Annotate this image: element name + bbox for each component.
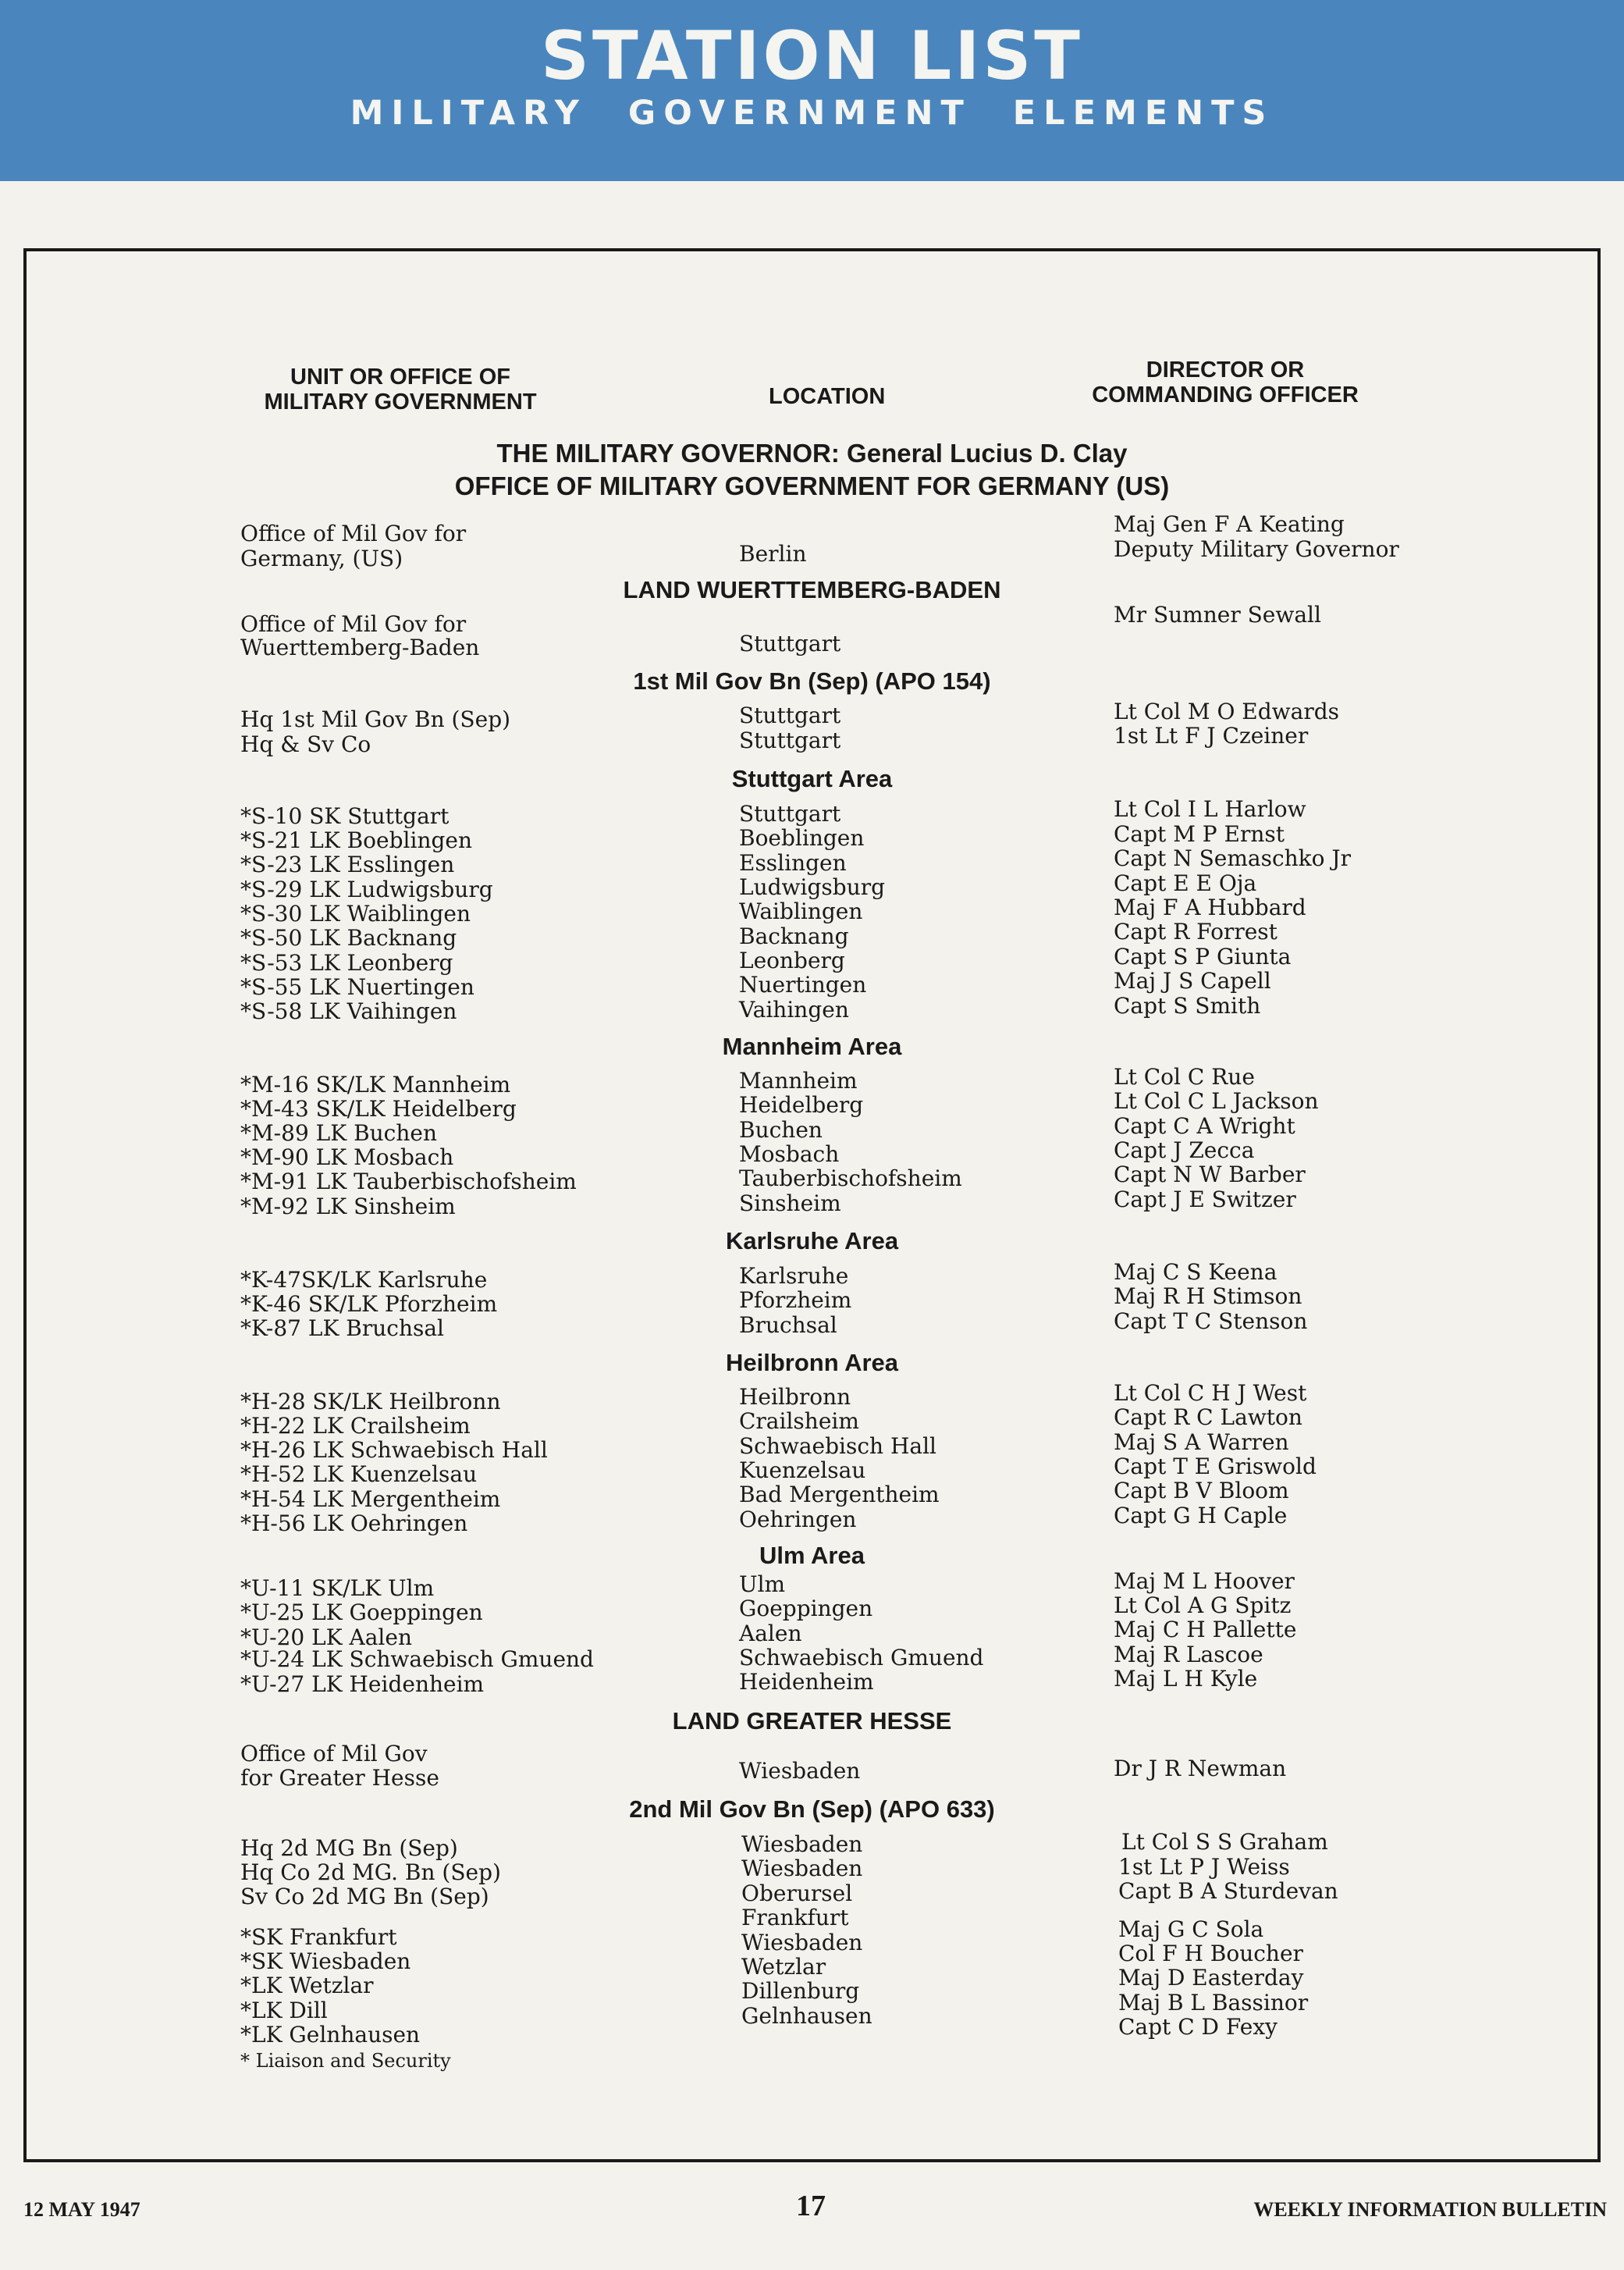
location-column-header-line-1: LOCATION — [769, 384, 886, 409]
unit-entry: *H-54 LK Mergentheim — [240, 1486, 501, 1512]
unit-entry: *K-47SK/LK Karlsruhe — [240, 1267, 488, 1293]
page-title: STATION LIST — [541, 17, 1083, 95]
location-entry: Oehringen — [739, 1507, 857, 1532]
officer-entry: Lt Col C Rue — [1114, 1064, 1255, 1090]
unit-entry: *M-43 SK/LK Heidelberg — [240, 1096, 517, 1122]
footnote-liaison-security: * Liaison and Security — [240, 2050, 451, 2072]
unit-entry: *U-24 LK Schwaebisch Gmuend — [240, 1646, 594, 1672]
heading-ulm-area: Ulm Area — [759, 1542, 865, 1569]
unit-entry: Office of Mil Gov for — [240, 521, 467, 546]
header-banner — [0, 0, 1624, 181]
location-entry: Ulm — [739, 1571, 786, 1597]
location-entry: Buchen — [739, 1117, 823, 1143]
page-number: 17 — [796, 2190, 826, 2222]
unit-entry: Hq & Sv Co — [240, 731, 371, 757]
heading-land-greater-hesse: LAND GREATER HESSE — [672, 1707, 952, 1735]
officer-entry: Capt T E Griswold — [1114, 1453, 1317, 1479]
officer-entry: Lt Col C H J West — [1114, 1380, 1307, 1406]
officer-entry: Capt R C Lawton — [1114, 1404, 1302, 1430]
unit-entry: *S-21 LK Boeblingen — [240, 827, 473, 853]
location-entry: Kuenzelsau — [739, 1457, 866, 1483]
location-entry: Karlsruhe — [739, 1263, 849, 1289]
unit-entry: *S-50 LK Backnang — [240, 925, 457, 951]
officer-entry: Deputy Military Governor — [1114, 536, 1399, 562]
location-entry: Dillenburg — [741, 1978, 860, 2004]
location-entry: Pforzheim — [739, 1287, 852, 1313]
officer-entry: Lt Col S S Graham — [1121, 1829, 1328, 1855]
location-entry: Heilbronn — [739, 1384, 851, 1410]
officer-entry: Capt B A Sturdevan — [1118, 1878, 1338, 1904]
location-entry: Stuttgart — [739, 631, 841, 656]
director-column-header-line-2: COMMANDING OFFICER — [1092, 382, 1359, 407]
officer-entry: Maj S A Warren — [1114, 1429, 1289, 1455]
location-entry: Schwaebisch Hall — [739, 1433, 937, 1459]
location-entry: Backnang — [739, 923, 849, 949]
unit-entry: *H-22 LK Crailsheim — [240, 1413, 471, 1439]
officer-entry: Capt G H Caple — [1114, 1503, 1288, 1528]
unit-entry: *S-23 LK Esslingen — [240, 852, 455, 877]
unit-entry: *H-56 LK Oehringen — [240, 1510, 468, 1536]
officer-entry: Dr J R Newman — [1114, 1756, 1287, 1781]
officer-entry: Capt B V Bloom — [1114, 1478, 1289, 1503]
officer-entry: Lt Col I L Harlow — [1114, 796, 1306, 822]
officer-entry: Maj B L Bassinor — [1118, 1990, 1309, 2016]
location-entry: Leonberg — [739, 948, 845, 973]
officer-entry: Maj D Easterday — [1118, 1965, 1304, 1991]
unit-entry: *M-91 LK Tauberbischofsheim — [240, 1169, 577, 1194]
unit-entry: *H-28 SK/LK Heilbronn — [240, 1389, 501, 1414]
heading-2nd-mil-gov-bn: 2nd Mil Gov Bn (Sep) (APO 633) — [629, 1795, 995, 1823]
director-column-header — [1061, 358, 1389, 407]
unit-entry: *LK Dill — [240, 1998, 328, 2023]
unit-entry: *H-52 LK Kuenzelsau — [240, 1461, 478, 1487]
unit-entry: Germany, (US) — [240, 546, 403, 571]
location-entry: Heidelberg — [739, 1092, 864, 1118]
unit-entry: Office of Mil Gov for — [240, 611, 467, 637]
officer-entry: Capt J E Switzer — [1114, 1187, 1296, 1212]
heading-1st-mil-gov-bn: 1st Mil Gov Bn (Sep) (APO 154) — [633, 667, 991, 695]
officer-entry: Maj M L Hoover — [1114, 1568, 1295, 1594]
heading-military-governor: THE MILITARY GOVERNOR: General Lucius D. Clay — [496, 439, 1128, 468]
officer-entry: 1st Lt P J Weiss — [1118, 1854, 1290, 1880]
unit-column-header — [240, 365, 560, 415]
location-entry: Crailsheim — [739, 1408, 859, 1434]
location-entry: Berlin — [739, 541, 807, 567]
officer-entry: Maj Gen F A Keating — [1114, 511, 1345, 537]
officer-entry: Maj C H Pallette — [1114, 1617, 1297, 1642]
unit-entry: *LK Wetzlar — [240, 1973, 374, 1998]
location-entry: Tauberbischofsheim — [739, 1165, 962, 1191]
officer-entry: Lt Col M O Edwards — [1114, 699, 1340, 724]
location-column-header — [769, 384, 885, 409]
unit-entry: *LK Gelnhausen — [240, 2022, 421, 2048]
unit-entry: Hq 2d MG Bn (Sep) — [240, 1835, 458, 1861]
officer-entry: Capt N Semaschko Jr — [1114, 845, 1352, 871]
unit-entry: *M-92 LK Sinsheim — [240, 1194, 456, 1219]
officer-entry: Maj C S Keena — [1114, 1259, 1278, 1285]
location-entry: Bruchsal — [739, 1312, 837, 1338]
unit-column-header-line-2: MILITARY GOVERNMENT — [264, 390, 537, 415]
officer-entry: Capt C A Wright — [1114, 1113, 1295, 1139]
location-entry: Nuertingen — [739, 972, 867, 998]
location-entry: Wiesbaden — [741, 1930, 863, 1955]
unit-entry: *S-30 LK Waiblingen — [240, 901, 471, 927]
heading-land-wuerttemberg-baden: LAND WUERTTEMBERG-BADEN — [623, 576, 1001, 603]
page-subtitle: MILITARY GOVERNMENT ELEMENTS — [350, 94, 1274, 133]
heading-stuttgart-area: Stuttgart Area — [731, 765, 893, 792]
location-entry: Stuttgart — [739, 703, 841, 728]
officer-entry: Capt J Zecca — [1114, 1137, 1255, 1163]
location-entry: Goeppingen — [739, 1596, 873, 1621]
heading-mannheim-area: Mannheim Area — [722, 1033, 902, 1060]
officer-entry: Maj R Lascoe — [1114, 1642, 1263, 1667]
officer-entry: Capt C D Fexy — [1118, 2014, 1278, 2040]
officer-entry: Maj J S Capell — [1114, 968, 1271, 994]
location-entry: Esslingen — [739, 850, 847, 876]
unit-entry: Hq Co 2d MG. Bn (Sep) — [240, 1859, 501, 1885]
unit-entry: *K-87 LK Bruchsal — [240, 1315, 445, 1341]
officer-entry: Capt N W Barber — [1114, 1162, 1306, 1187]
unit-entry: *M-90 LK Mosbach — [240, 1144, 454, 1170]
location-entry: Waiblingen — [739, 898, 863, 924]
location-entry: Heidenheim — [739, 1669, 874, 1695]
location-entry: Wetzlar — [741, 1954, 826, 1980]
unit-entry: *M-89 LK Buchen — [240, 1120, 437, 1146]
unit-entry: for Greater Hesse — [240, 1765, 439, 1791]
unit-entry: Hq 1st Mil Gov Bn (Sep) — [240, 706, 511, 732]
location-entry: Stuttgart — [739, 728, 841, 753]
director-column-header-line-1: DIRECTOR OR — [1146, 358, 1305, 382]
unit-entry: *M-16 SK/LK Mannheim — [240, 1072, 511, 1098]
officer-entry: Maj R H Stimson — [1114, 1283, 1302, 1309]
location-entry: Oberursel — [741, 1880, 853, 1906]
location-entry: Mosbach — [739, 1141, 840, 1167]
officer-entry: Maj L H Kyle — [1114, 1666, 1258, 1692]
location-entry: Frankfurt — [741, 1905, 849, 1930]
location-entry: Stuttgart — [739, 801, 841, 827]
officer-entry: Capt M P Ernst — [1114, 821, 1285, 847]
officer-entry: Mr Sumner Sewall — [1114, 602, 1321, 628]
location-entry: Ludwigsburg — [739, 874, 886, 900]
location-entry: Wiesbaden — [739, 1758, 861, 1784]
officer-entry: 1st Lt F J Czeiner — [1114, 723, 1309, 749]
unit-column-header-line-1: UNIT OR OFFICE OF — [290, 365, 510, 390]
location-entry: Vaihingen — [739, 997, 849, 1023]
heading-karlsruhe-area: Karlsruhe Area — [725, 1227, 899, 1254]
unit-entry: Office of Mil Gov — [240, 1741, 428, 1767]
location-entry: Boeblingen — [739, 825, 865, 851]
officer-entry: Maj G C Sola — [1118, 1916, 1264, 1942]
footer-publication: WEEKLY INFORMATION BULLETIN — [1253, 2198, 1607, 2221]
officer-entry: Capt S P Giunta — [1114, 944, 1292, 970]
unit-entry: *K-46 SK/LK Pforzheim — [240, 1291, 498, 1317]
unit-entry: *S-55 LK Nuertingen — [240, 974, 474, 1000]
heading-omgus: OFFICE OF MILITARY GOVERNMENT FOR GERMANY (US) — [454, 471, 1170, 500]
location-entry: Mannheim — [739, 1068, 858, 1094]
officer-entry: Capt E E Oja — [1114, 870, 1257, 896]
unit-entry: Wuerttemberg-Baden — [240, 635, 480, 660]
officer-entry: Capt S Smith — [1114, 993, 1261, 1019]
location-entry: Bad Mergentheim — [739, 1482, 940, 1507]
unit-entry: *U-11 SK/LK Ulm — [240, 1575, 435, 1601]
location-entry: Sinsheim — [739, 1190, 841, 1216]
officer-entry: Lt Col A G Spitz — [1114, 1592, 1292, 1618]
unit-entry: *SK Wiesbaden — [240, 1948, 411, 1974]
footer-date: 12 MAY 1947 — [23, 2198, 140, 2221]
unit-entry: *S-29 LK Ludwigsburg — [240, 877, 493, 902]
unit-entry: *S-53 LK Leonberg — [240, 950, 453, 976]
unit-entry: *U-25 LK Goeppingen — [240, 1599, 483, 1625]
unit-entry: *S-10 SK Stuttgart — [240, 803, 450, 829]
location-entry: Wiesbaden — [741, 1831, 863, 1857]
unit-entry: *SK Frankfurt — [240, 1924, 397, 1950]
officer-entry: Capt T C Stenson — [1114, 1308, 1308, 1334]
officer-entry: Capt R Forrest — [1114, 919, 1278, 945]
heading-heilbronn-area: Heilbronn Area — [725, 1349, 899, 1376]
location-entry: Schwaebisch Gmuend — [739, 1645, 984, 1670]
officer-entry: Col F H Boucher — [1118, 1941, 1303, 1966]
location-entry: Gelnhausen — [741, 2003, 872, 2029]
unit-entry: *H-26 LK Schwaebisch Hall — [240, 1437, 548, 1463]
officer-entry: Lt Col C L Jackson — [1114, 1088, 1319, 1114]
unit-entry: *U-27 LK Heidenheim — [240, 1671, 485, 1697]
officer-entry: Maj F A Hubbard — [1114, 895, 1306, 920]
unit-entry: *U-20 LK Aalen — [240, 1624, 412, 1650]
location-entry: Aalen — [739, 1621, 802, 1646]
unit-entry: *S-58 LK Vaihingen — [240, 998, 457, 1024]
location-entry: Wiesbaden — [741, 1855, 863, 1881]
unit-entry: Sv Co 2d MG Bn (Sep) — [240, 1884, 489, 1909]
